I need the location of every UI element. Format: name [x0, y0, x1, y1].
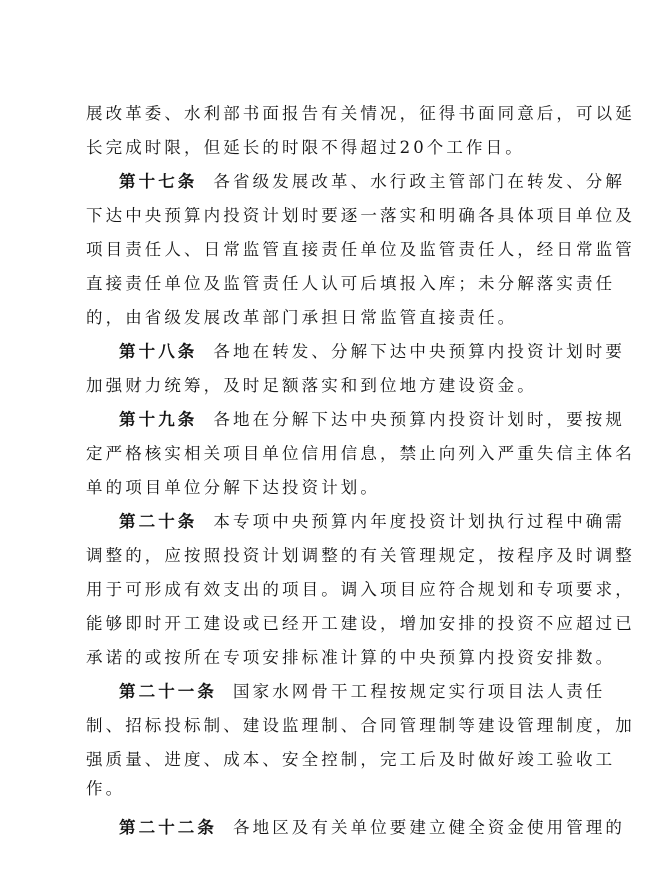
article-22-line: 第二十二条 各地区及有关单位要建立健全资金使用管理的 — [119, 818, 625, 837]
article-17-line: 第十七条 各省级发展改革、水行政主管部门在转发、分解 — [119, 172, 626, 191]
text-line: 下达中央预算内投资计划时要逐一落实和明确各具体项目单位及 — [86, 206, 635, 225]
article-heading: 第十八条 — [119, 342, 198, 361]
text-line: 用于可形成有效支出的项目。调入项目应符合规划和专项要求， — [86, 580, 635, 599]
article-heading: 第二十一条 — [119, 682, 217, 701]
article-heading: 第十七条 — [119, 172, 198, 191]
article-heading: 第十九条 — [119, 410, 198, 429]
text-line: 作。 — [86, 779, 126, 798]
text-line: 长完成时限，但延长的时限不得超过20个工作日。 — [86, 138, 525, 157]
text-line: 加强财力统筹，及时足额落实和到位地方建设资金。 — [86, 376, 537, 395]
article-heading: 第二十二条 — [119, 818, 217, 837]
text-line: 能够即时开工建设或已经开工建设，增加安排的投资不应超过已 — [86, 614, 635, 633]
article-20-line: 第二十条 本专项中央预算内年度投资计划执行过程中确需 — [119, 512, 626, 531]
article-21-line: 第二十一条 国家水网骨干工程按规定实行项目法人责任 — [119, 682, 606, 701]
article-19-line: 第十九条 各地在分解下达中央预算内投资计划时，要按规 — [119, 410, 626, 429]
text-line: 承诺的或按所在专项安排标准计算的中央预算内投资安排数。 — [86, 648, 616, 667]
text-line: 项目责任人、日常监管直接责任单位及监管责任人，经日常监管 — [86, 240, 635, 259]
text-line: 的，由省级发展改革部门承担日常监管直接责任。 — [86, 308, 518, 327]
text-line: 展改革委、水利部书面报告有关情况，征得书面同意后，可以延 — [86, 104, 635, 123]
text-line: 调整的，应按照投资计划调整的有关管理规定，按程序及时调整 — [86, 546, 635, 565]
text-line: 单的项目单位分解下达投资计划。 — [86, 478, 380, 497]
text-line: 强质量、进度、成本、安全控制，完工后及时做好竣工验收工 — [86, 750, 616, 769]
article-heading: 第二十条 — [119, 512, 198, 531]
article-18-line: 第十八条 各地在转发、分解下达中央预算内投资计划时要 — [119, 342, 626, 361]
text-line: 定严格核实相关项目单位信用信息，禁止向列入严重失信主体名 — [86, 444, 635, 463]
text-line: 制、招标投标制、建设监理制、合同管理制等建设管理制度，加 — [86, 716, 635, 735]
text-line: 直接责任单位及监管责任人认可后填报入库；未分解落实责任 — [86, 274, 616, 293]
